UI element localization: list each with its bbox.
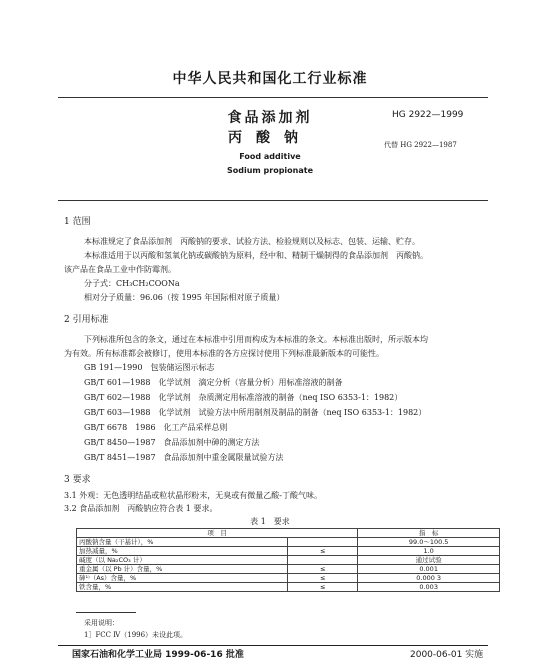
section-2-paragraph-line1: 下列标准所包含的条文，通过在本标准中引用而构成为本标准的条文。本标准出版时，所示版本均: [84, 335, 428, 344]
section-3-heading: 3 要求: [64, 475, 91, 485]
table-header-item: 项 目: [77, 529, 358, 538]
document-title-zh-line1: 食品添加剂: [227, 110, 313, 126]
section-2-paragraph-line2: 为有效。所有标准都会被修订，使用本标准的各方应探讨使用下列标准最新版本的可能性。: [64, 349, 384, 358]
table-cell-item: 砷¹⁾（As）含量，%: [77, 574, 288, 583]
table-row: [77, 574, 500, 583]
table-cell-item: 重金属（以 Pb 计）含量，%: [77, 565, 288, 574]
table-cell-item: 碱度（以 Na₂CO₃ 计）: [77, 556, 288, 565]
table-cell-value: 0.000 3: [358, 574, 500, 583]
molecular-mass: 相对分子质量：96.06（按 1995 年国际相对原子质量）: [84, 293, 285, 302]
table-cell-operator: [288, 556, 358, 565]
table-cell-item: 铁含量，%: [77, 583, 288, 592]
table-row: [77, 556, 500, 565]
reference-item: GB/T 603—1988 化学试剂 试验方法中所用制剂及制品的制备（neq ISO 6353-1：1982）: [84, 408, 427, 417]
document-title-zh-line2: 丙酸钠: [228, 130, 312, 146]
table-cell-value: 1.0: [358, 547, 500, 556]
implementation-date: 2000-06-01 实施: [410, 650, 484, 660]
standard-category-title: 中华人民共和国化工行业标准: [172, 71, 368, 87]
table-row: [77, 538, 500, 547]
reference-item: GB/T 602—1988 化学试剂 杂质测定用标准溶液的制备（neq ISO 6353-1：1982）: [84, 393, 403, 402]
reference-item: GB/T 6678 1986 化工产品采样总则: [84, 423, 228, 432]
section-2-heading: 2 引用标准: [64, 315, 109, 325]
document-title-en-line1: Food additive: [239, 152, 301, 161]
header-rule: [58, 97, 488, 98]
section-3-1-appearance: 3.1 外观：无色透明结晶或粒状晶形粉末，无臭或有微量乙酸-丁酸气味。: [64, 491, 322, 500]
standard-code: HG 2922—1999: [392, 110, 464, 120]
reference-item: GB/T 601—1988 化学试剂 滴定分析（容量分析）用标准溶液的制备: [84, 378, 343, 387]
footer-rule: [58, 645, 488, 646]
table-cell-item: 丙酸钠含量（干基计），%: [77, 538, 288, 547]
title-rule: [58, 200, 488, 201]
table-header-row: [77, 529, 500, 538]
table-cell-value: 通过试验: [358, 556, 500, 565]
section-1-heading: 1 范围: [64, 217, 91, 227]
table-row: [77, 565, 500, 574]
table-cell-value: 99.0～100.5: [358, 538, 500, 547]
table-cell-item: 加热减量，%: [77, 547, 288, 556]
table-cell-value: 0.003: [358, 583, 500, 592]
replaces-standard: 代替 HG 2922—1987: [384, 141, 457, 149]
notes-rule: [76, 612, 136, 613]
approval-note: 国家石油和化学工业局 1999-06-16 批准: [72, 650, 244, 660]
reference-item: GB/T 8450—1987 食品添加剂中砷的测定方法: [84, 438, 260, 447]
document-title-en-line2: Sodium propionate: [226, 166, 314, 175]
requirements-table: [76, 528, 500, 592]
table-header-value: 指 标: [358, 529, 500, 538]
table-cell-operator: ≤: [288, 565, 358, 574]
molecular-formula: 分子式：CH₃CH₂COONa: [84, 279, 180, 288]
section-1-paragraph-2b: 该产品在食品工业中作防霉剂。: [64, 265, 176, 274]
table-cell-value: 0.001: [358, 565, 500, 574]
reference-item: GB/T 8451—1987 食品添加剂中重金属限量试验方法: [84, 453, 284, 462]
table-cell-operator: [288, 538, 358, 547]
table-cell-operator: ≤: [288, 583, 358, 592]
table-row: [77, 547, 500, 556]
table-caption: 表 1 要求: [250, 517, 290, 526]
table-cell-operator: ≤: [288, 547, 358, 556]
note-1: 1］FCC Ⅳ（1996）未设此项。: [84, 631, 188, 639]
section-3-2-requirement: 3.2 食品添加剂 丙酸钠应符合表 1 要求。: [64, 504, 218, 513]
section-1-paragraph-1: 本标准规定了食品添加剂 丙酸钠的要求、试验方法、检验规则以及标志、包装、运输、贮存。: [84, 237, 420, 246]
notes-label: 采用说明：: [84, 619, 119, 627]
table-row: [77, 583, 500, 592]
section-1-paragraph-2a: 本标准适用于以丙酸和氢氧化钠或碳酸钠为原料，经中和、精制干燥制得的食品添加剂 丙酸钠。: [84, 251, 428, 260]
table-cell-operator: ≤: [288, 574, 358, 583]
reference-item: GB 191—1990 包装储运图示标志: [84, 363, 215, 372]
